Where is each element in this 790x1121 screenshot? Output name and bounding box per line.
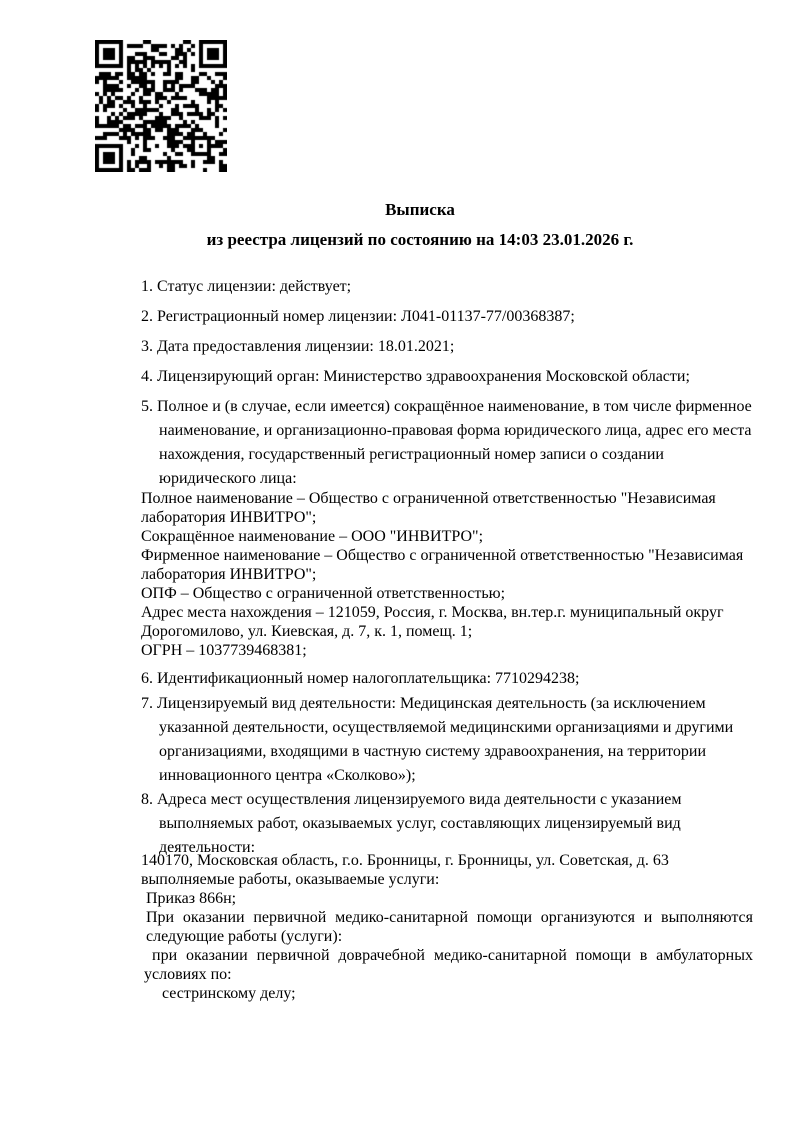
nursing-care-line: сестринскому делу; bbox=[162, 985, 296, 1002]
org-full-name: Полное наименование – Общество с ограниченной ответственностью "Независимая лаборатория ИНВИТРО"; bbox=[141, 490, 716, 526]
org-brand-name: Фирменное наименование – Общество с ограниченной ответственностью "Независимая лаборатория ИНВИТРО"; bbox=[141, 547, 744, 583]
item-text: Идентификационный номер налогоплательщика: 7710294238; bbox=[157, 670, 580, 687]
pre-medical-care-paragraph: при оказании первичной доврачебной медико-санитарной помощи в амбулаторных условиях по: bbox=[144, 947, 753, 983]
org-ogrn: ОГРН – 1037739468381; bbox=[141, 642, 307, 659]
item-number: 4. bbox=[141, 368, 153, 385]
document-title: Выписка bbox=[385, 200, 455, 219]
org-legal-form: ОПФ – Общество с ограниченной ответственностью; bbox=[141, 585, 506, 602]
item-license-status bbox=[141, 275, 753, 299]
org-address: Адрес места нахождения – 121059, Россия, г. Москва, вн.тер.г. муниципальный округ Дорогомилово, ул. Киевская, д. 7, к. 1, помещ. 1; bbox=[141, 604, 724, 640]
org-short-name: Сокращённое наименование – ООО "ИНВИТРО"; bbox=[141, 528, 484, 545]
work-place-block bbox=[141, 851, 753, 1003]
item-activity-type bbox=[141, 692, 753, 788]
item-text: Дата предоставления лицензии: 18.01.2021; bbox=[157, 338, 455, 355]
item-number: 3. bbox=[141, 338, 153, 355]
works-services-label: выполняемые работы, оказываемые услуги: bbox=[141, 871, 440, 888]
item-registration-number bbox=[141, 305, 753, 329]
item-number: 7. bbox=[141, 695, 153, 712]
item-text: Лицензируемый вид деятельности: Медицинская деятельность (за исключением указанной деятельности, осуществляемой медицинскими организациями и другими организациями, входящими в частную систему здравоохранения, на территории инновационного центра «Сколково»); bbox=[157, 695, 734, 784]
item-activity-addresses-heading bbox=[141, 788, 753, 860]
item-text: Регистрационный номер лицензии: Л041-01137-77/00368387; bbox=[157, 308, 575, 325]
item-org-names-heading bbox=[141, 395, 753, 491]
qr-code-icon bbox=[95, 40, 227, 172]
item-grant-date bbox=[141, 335, 753, 359]
item-number: 2. bbox=[141, 308, 153, 325]
document-subtitle: из реестра лицензий по состоянию на 14:03 23.01.2026 г. bbox=[206, 230, 634, 249]
item-number: 6. bbox=[141, 670, 153, 687]
item-text: Адреса мест осуществления лицензируемого вида деятельности с указанием выполняемых работ, оказываемых услуг, составляющих лицензируемый вид деятельности: bbox=[157, 791, 682, 856]
item-licensing-authority bbox=[141, 365, 753, 389]
item-number: 1. bbox=[141, 278, 153, 295]
primary-care-paragraph: При оказании первичной медико-санитарной помощи организуются и выполняются следующие работы (услуги): bbox=[146, 909, 753, 945]
item-text: Лицензирующий орган: Министерство здравоохранения Московской области; bbox=[157, 368, 690, 385]
item-number: 5. bbox=[141, 398, 153, 415]
item-number: 8. bbox=[141, 791, 153, 808]
item-text: Полное и (в случае, если имеется) сокращённое наименование, в том числе фирменное наименование, и организационно-правовая форма юридического лица, адрес его места нахождения, государственный регистрационный номер записи о создании юридического лица: bbox=[157, 398, 752, 487]
work-address: 140170, Московская область, г.о. Бронницы, г. Бронницы, ул. Советская, д. 63 bbox=[141, 852, 669, 869]
organization-block bbox=[141, 489, 753, 660]
order-866n: Приказ 866н; bbox=[146, 890, 237, 907]
item-inn bbox=[141, 667, 753, 691]
document-content bbox=[0, 40, 790, 1003]
item-text: Статус лицензии: действует; bbox=[157, 278, 352, 295]
